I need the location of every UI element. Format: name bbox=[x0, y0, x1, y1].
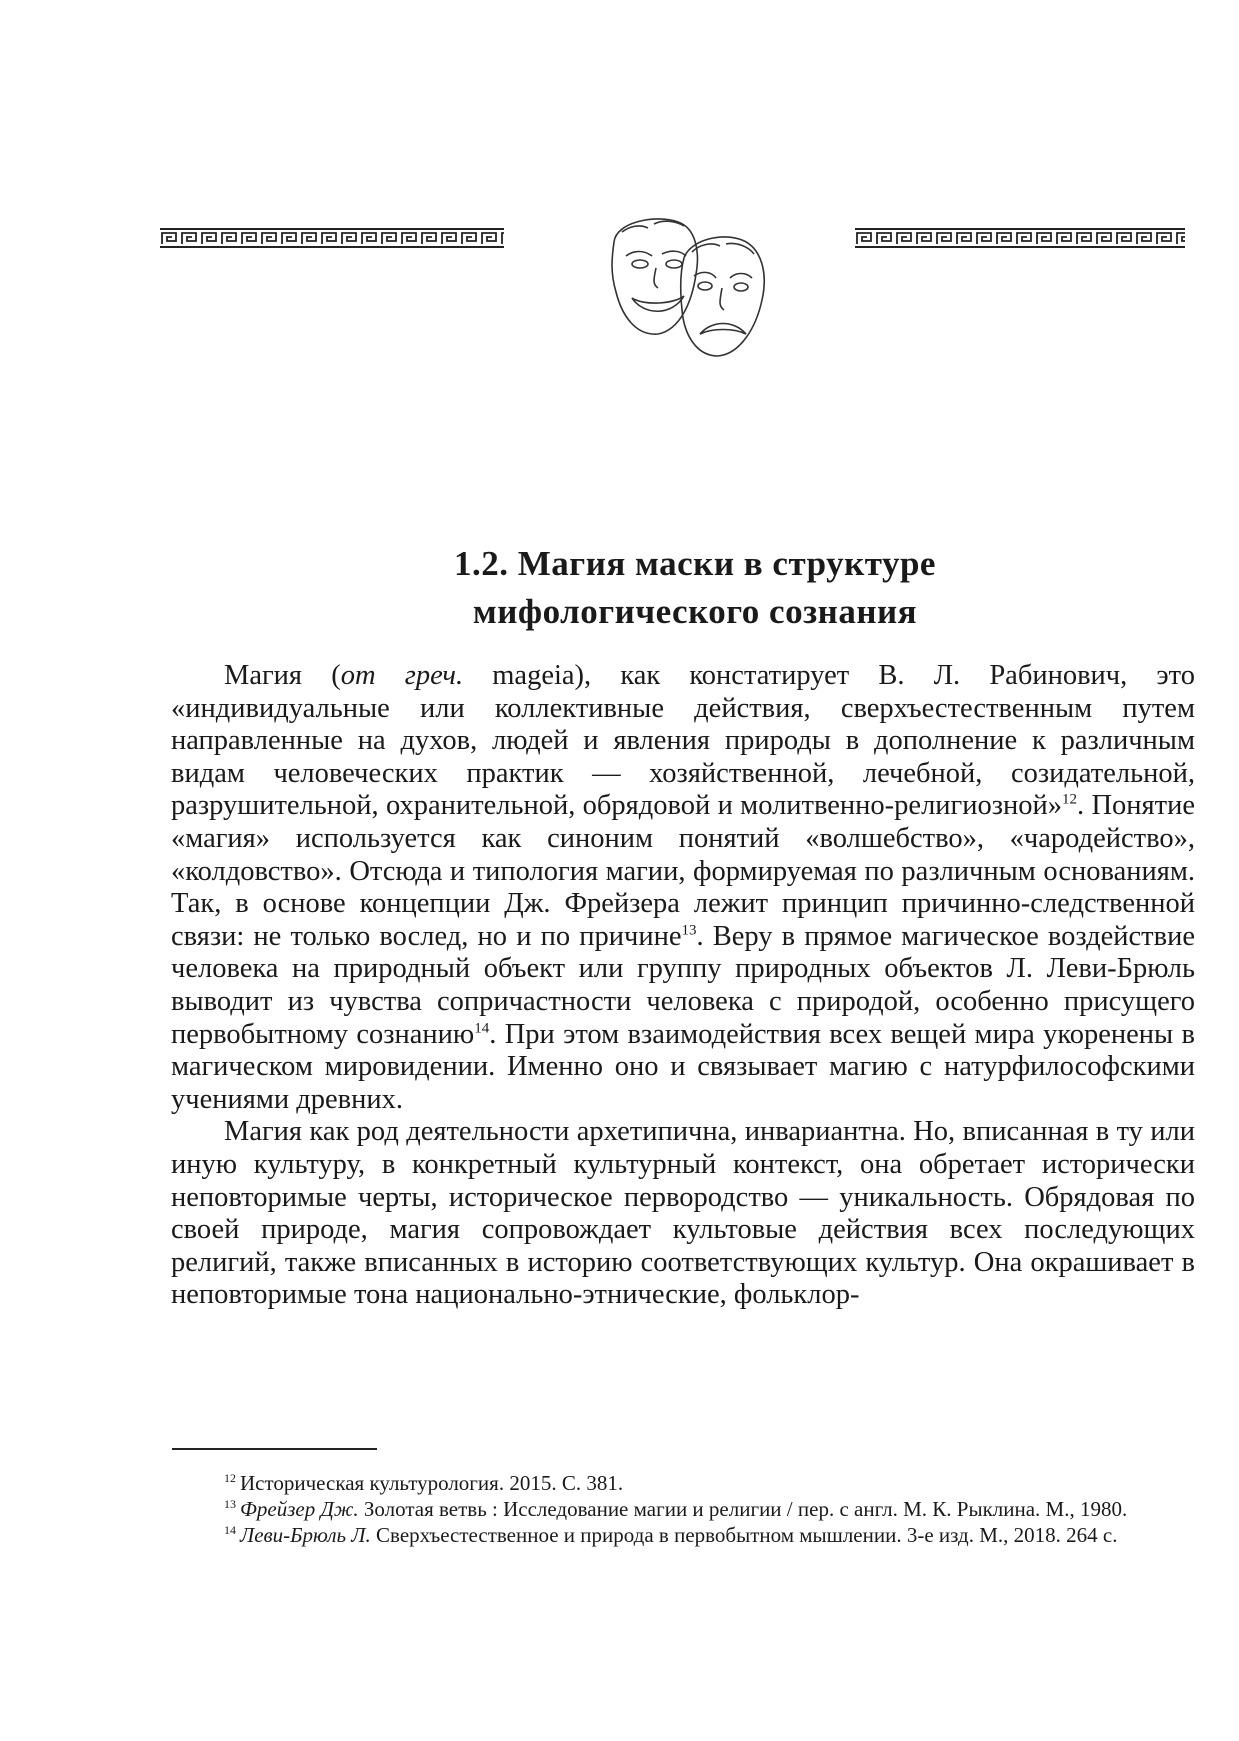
paragraph-1-italic: от греч. bbox=[340, 660, 464, 691]
tragedy-mask-icon bbox=[681, 237, 765, 356]
footnote-ref-14[interactable]: 14 bbox=[474, 1020, 490, 1037]
greek-meander-border-left bbox=[160, 228, 504, 248]
footnote-number: 14 bbox=[224, 1523, 236, 1537]
footnote-12 bbox=[171, 1470, 1195, 1496]
footnote-ref-12[interactable]: 12 bbox=[1062, 791, 1078, 808]
footnote-number: 12 bbox=[224, 1471, 236, 1485]
paragraph-1 bbox=[171, 660, 1195, 1116]
footnote-14 bbox=[171, 1522, 1195, 1548]
footnote-text: Сверхъестественное и природа в первобытном мышлении. 3-е изд. М., 2018. 264 с. bbox=[370, 1523, 1118, 1547]
paragraph-1-text-4: . Веру в прямое магическое воздействие человека на природный объект или группу природных объектов Л. Леви-Брюль выводит из чувства сопричастности человека с природой, особенно присущего первобытному сознанию bbox=[171, 920, 1195, 1050]
greek-meander-border-right bbox=[855, 228, 1185, 248]
theatre-masks-icon bbox=[596, 212, 782, 362]
footnotes bbox=[171, 1470, 1195, 1548]
section-heading-line-2: мифологического сознания bbox=[472, 592, 918, 631]
body-text bbox=[171, 660, 1195, 1312]
section-heading bbox=[300, 540, 1090, 636]
paragraph-1-text-3: . Понятие «магия» используется как синоним понятий «волшебство», «чародейство», «колдовство». Отсюда и типология магии, формируемая по различным основаниям. Так, в основе концепции Дж. Фрейзера лежит принцип причинно-следственной связи: не только вослед, но и по причине bbox=[171, 790, 1195, 952]
footnote-text: Историческая культурология. 2015. С. 381. bbox=[240, 1471, 624, 1495]
footnote-separator bbox=[172, 1448, 377, 1450]
footnote-author: Фрейзер Дж. bbox=[240, 1497, 359, 1521]
paragraph-1-text-1: Магия ( bbox=[224, 660, 341, 691]
section-heading-line-1: 1.2. Магия маски в структуре bbox=[454, 544, 936, 583]
comedy-mask-icon bbox=[612, 219, 697, 334]
paragraph-2: Магия как род деятельности архетипична, инвариантна. Но, вписанная в ту или иную культуру, в конкретный культурный контекст, она обретает исторически неповторимые черты, историческое первородство — уникальность. Обрядовая по своей природе, магия сопровождает культовые действия всех последующих религий, также вписанных в историю соответствующих культур. Она окрашивает в неповторимые тона национально-этнические, фольклор- bbox=[171, 1116, 1195, 1311]
footnote-author: Леви-Брюль Л. bbox=[240, 1523, 371, 1547]
footnote-13 bbox=[171, 1496, 1195, 1522]
footnote-text: Золотая ветвь : Исследование магии и религии / пер. с англ. М. К. Рыклина. М., 1980. bbox=[358, 1497, 1128, 1521]
footnote-ref-13[interactable]: 13 bbox=[681, 922, 697, 939]
footnote-number: 13 bbox=[224, 1497, 236, 1511]
paragraph-1-text-2: mageia), как констатирует В. Л. Рабинович, это «индивидуальные или коллективные действия, сверхъестественным путем направленные на духов, людей и явления природы в дополнение к различным видам человеческих практик — хозяйственной, лечебной, созидательной, разрушительной, охранительной, обрядовой и молитвенно-религиозной» bbox=[171, 660, 1195, 822]
paragraph-1-text-5: . При этом взаимодействия всех вещей мира укоренены в магическом мировидении. Именно оно и связывает магию с натурфилософскими учениями древних. bbox=[171, 1018, 1195, 1115]
